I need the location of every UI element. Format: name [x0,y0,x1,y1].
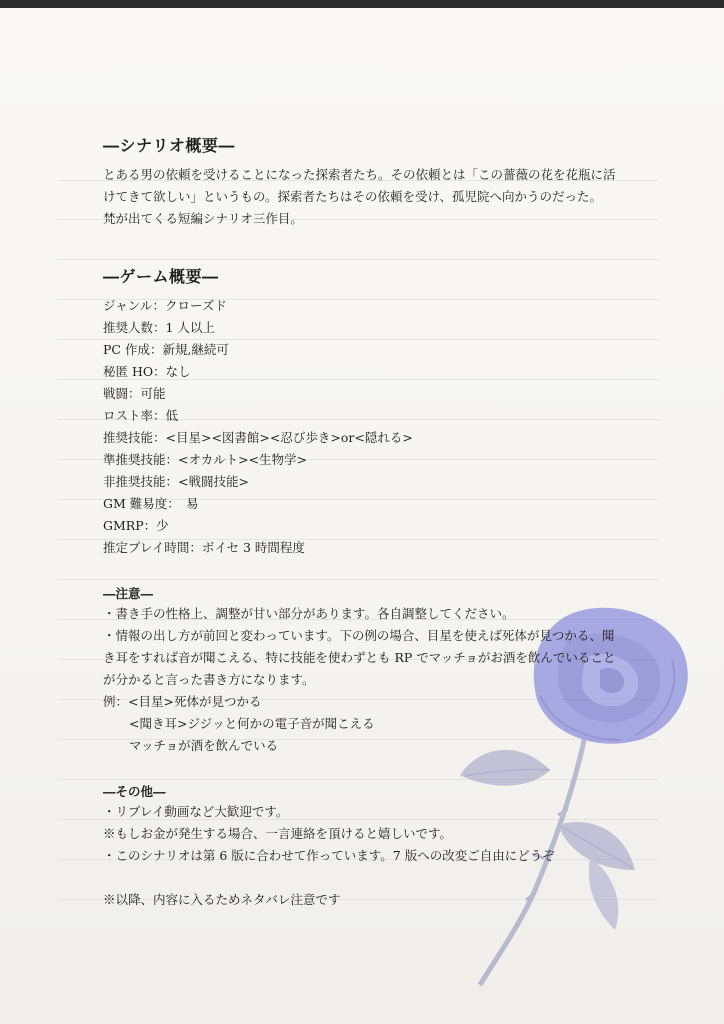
notes-line: き耳をすれば音が聞こえる、特に技能を使わずとも RP でマッチョがお酒を飲んでいること [103,650,616,665]
ruled-line [58,259,658,260]
notes-example-line: 例：<目星>死体が見つかる [103,694,262,709]
game-info-players: 推奨人数：1 人以上 [103,320,215,335]
other-line: ・リプレイ動画など大歓迎です。 [103,804,289,819]
game-info-combat: 戦闘：可能 [103,386,166,401]
notes-line: が分かると言った書き方になります。 [103,672,315,687]
game-info-secret-ho: 秘匿 HO：なし [103,364,191,379]
ruled-line [58,579,658,580]
spoiler-notice: ※以降、内容に入るためネタバレ注意です [103,892,341,907]
notes-example-line: <聞き耳>ジジッと何かの電子音が聞こえる [129,716,375,731]
notes-line: ・書き手の性格上、調整が甘い部分があります。各自調整してください。 [103,606,515,621]
other-line: ※もしお金が発生する場合、一言連絡を頂けると嬉しいです。 [103,826,453,841]
game-info-lost-rate: ロスト率：低 [103,408,179,423]
notes-heading: ―注意― [103,586,154,601]
scenario-overview-heading: ―シナリオ概要― [103,136,235,155]
game-info-recommended-skills: 推奨技能：<目星><図書館><忍び歩き>or<隠れる> [103,430,413,445]
other-heading: ―その他― [103,784,166,799]
game-info-gmrp: GMRP：少 [103,518,169,533]
top-edge-bar [0,0,724,8]
notes-example-line: マッチョが酒を飲んでいる [129,738,279,753]
scenario-line: けてきて欲しい」というもの。探索者たちはその依頼を受け、孤児院へ向かうのだった。 [103,189,603,204]
rose-leaves [460,750,635,930]
ruled-line [58,339,658,340]
game-info-semi-recommended-skills: 準推奨技能：<オカルト><生物学> [103,452,308,467]
notes-line: ・情報の出し方が前回と変わっています。下の例の場合、目星を使えば死体が見つかる、聞 [103,628,615,643]
game-info-pc-creation: PC 作成：新規,継続可 [103,342,229,357]
game-info-play-time: 推定プレイ時間：ボイセ 3 時間程度 [103,540,305,555]
game-info-genre: ジャンル：クローズド [103,298,227,313]
scenario-line: 梵が出てくる短編シナリオ三作目。 [103,211,303,226]
game-info-not-recommended-skills: 非推奨技能：<戦闘技能> [103,474,249,489]
game-info-gm-difficulty: GM 難易度： 易 [103,496,199,511]
scenario-line: とある男の依頼を受けることになった探索者たち。その依頼とは「この薔薇の花を花瓶に活 [103,167,616,182]
game-overview-heading: ―ゲーム概要― [103,267,219,286]
other-line: ・このシナリオは第 6 版に合わせて作っています。7 版への改変ご自由にどうぞ [103,848,555,863]
